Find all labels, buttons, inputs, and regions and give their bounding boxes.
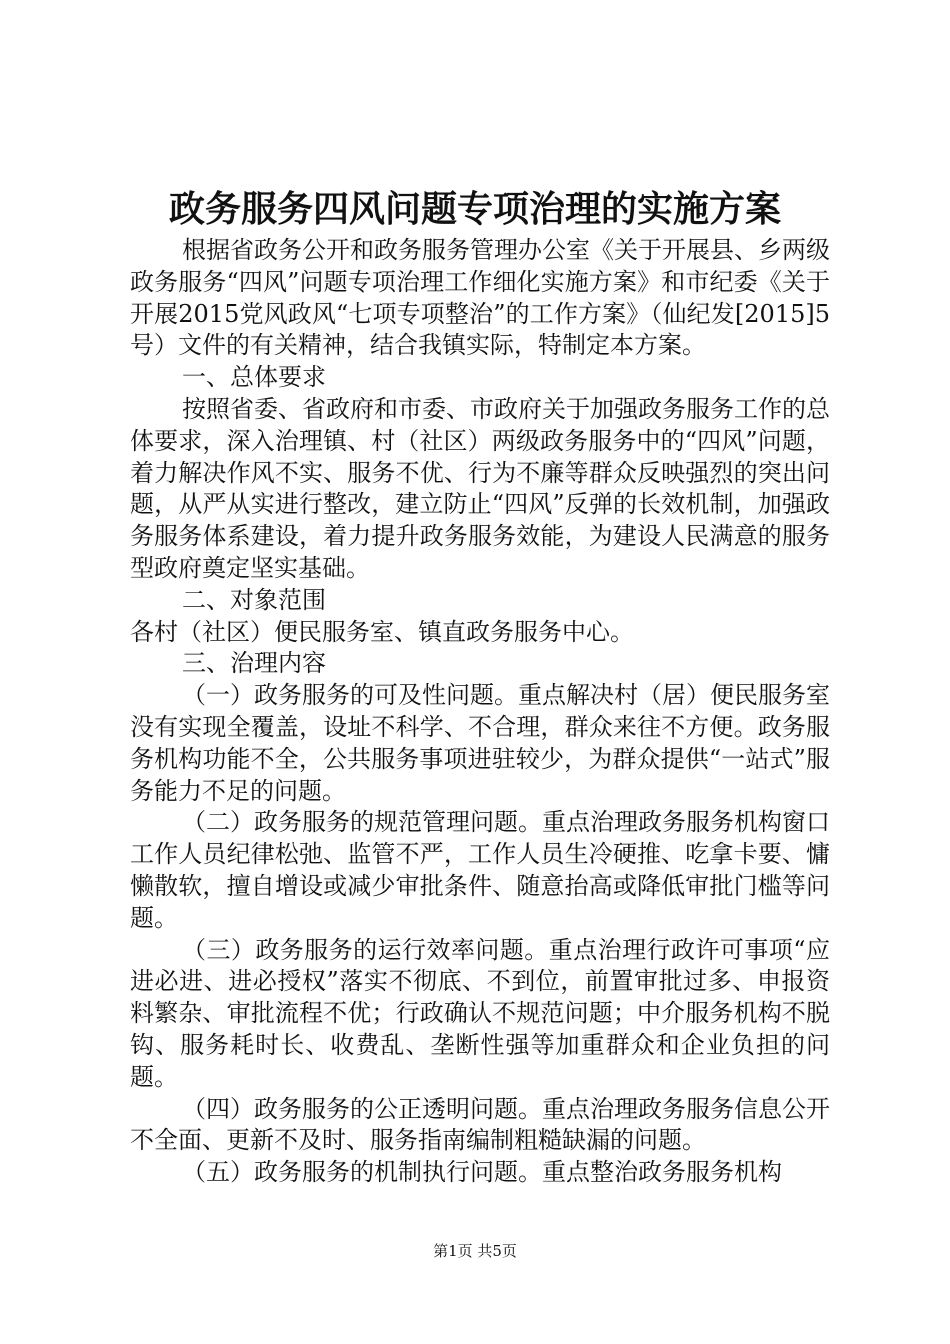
content-item-5: （五）政务服务的机制执行问题。重点整治政务服务机构: [182, 1158, 782, 1187]
document-title: 政务服务四风问题专项治理的实施方案: [168, 188, 781, 230]
content-item-1: （一）政务服务的可及性问题。重点解决村（居）便民服务室没有实现全覆盖，设址不科学、不合理，群众来往不方便。政务服务机构功能不全，公共服务事项进驻较少，为群众提供“一站式”服务能力不足的问题。: [130, 681, 830, 805]
page-footer: 第1页 共5页: [433, 1242, 517, 1260]
content-item-3: （三）政务服务的运行效率问题。重点治理行政许可事项“应进必进、进必授权”落实不彻底、不到位，前置审批过多、申报资料繁杂、审批流程不优；行政确认不规范问题；中介服务机构不脱钩、服务耗时长、收费乱、垄断性强等加重群众和企业负担的问题。: [130, 935, 830, 1091]
section-heading-scope: 二、对象范围: [182, 585, 326, 614]
section-heading-content: 三、治理内容: [182, 649, 326, 678]
content-item-2: （二）政务服务的规范管理问题。重点治理政务服务机构窗口工作人员纪律松弛、监管不严，工作人员生冷硬推、吃拿卡要、慵懒散软，擅自增设或减少审批条件、随意抬高或降低审批门槛等问题。: [130, 808, 830, 932]
intro-paragraph: 根据省政务公开和政务服务管理办公室《关于开展县、乡两级政务服务“四风”问题专项治理工作细化实施方案》和市纪委《关于开展2015党风政风“七项专项整治”的工作方案》（仙纪发[2015]5号）文件的有关精神，结合我镇实际，特制定本方案。: [130, 236, 830, 360]
general-requirements-paragraph: 按照省委、省政府和市委、市政府关于加强政务服务工作的总体要求，深入治理镇、村（社区）两级政务服务中的“四风”问题，着力解决作风不实、服务不优、行为不廉等群众反映强烈的突出问题，从严从实进行整改，建立防止“四风”反弹的长效机制，加强政务服务体系建设，着力提升政务服务效能，为建设人民满意的服务型政府奠定坚实基础。: [130, 394, 830, 582]
section-heading-general-requirements: 一、总体要求: [182, 363, 326, 392]
scope-paragraph: 各村（社区）便民服务室、镇直政务服务中心。: [130, 617, 634, 646]
content-item-4: （四）政务服务的公正透明问题。重点治理政务服务信息公开不全面、更新不及时、服务指南编制粗糙缺漏的问题。: [130, 1094, 830, 1155]
document-body: [130, 235, 830, 1189]
